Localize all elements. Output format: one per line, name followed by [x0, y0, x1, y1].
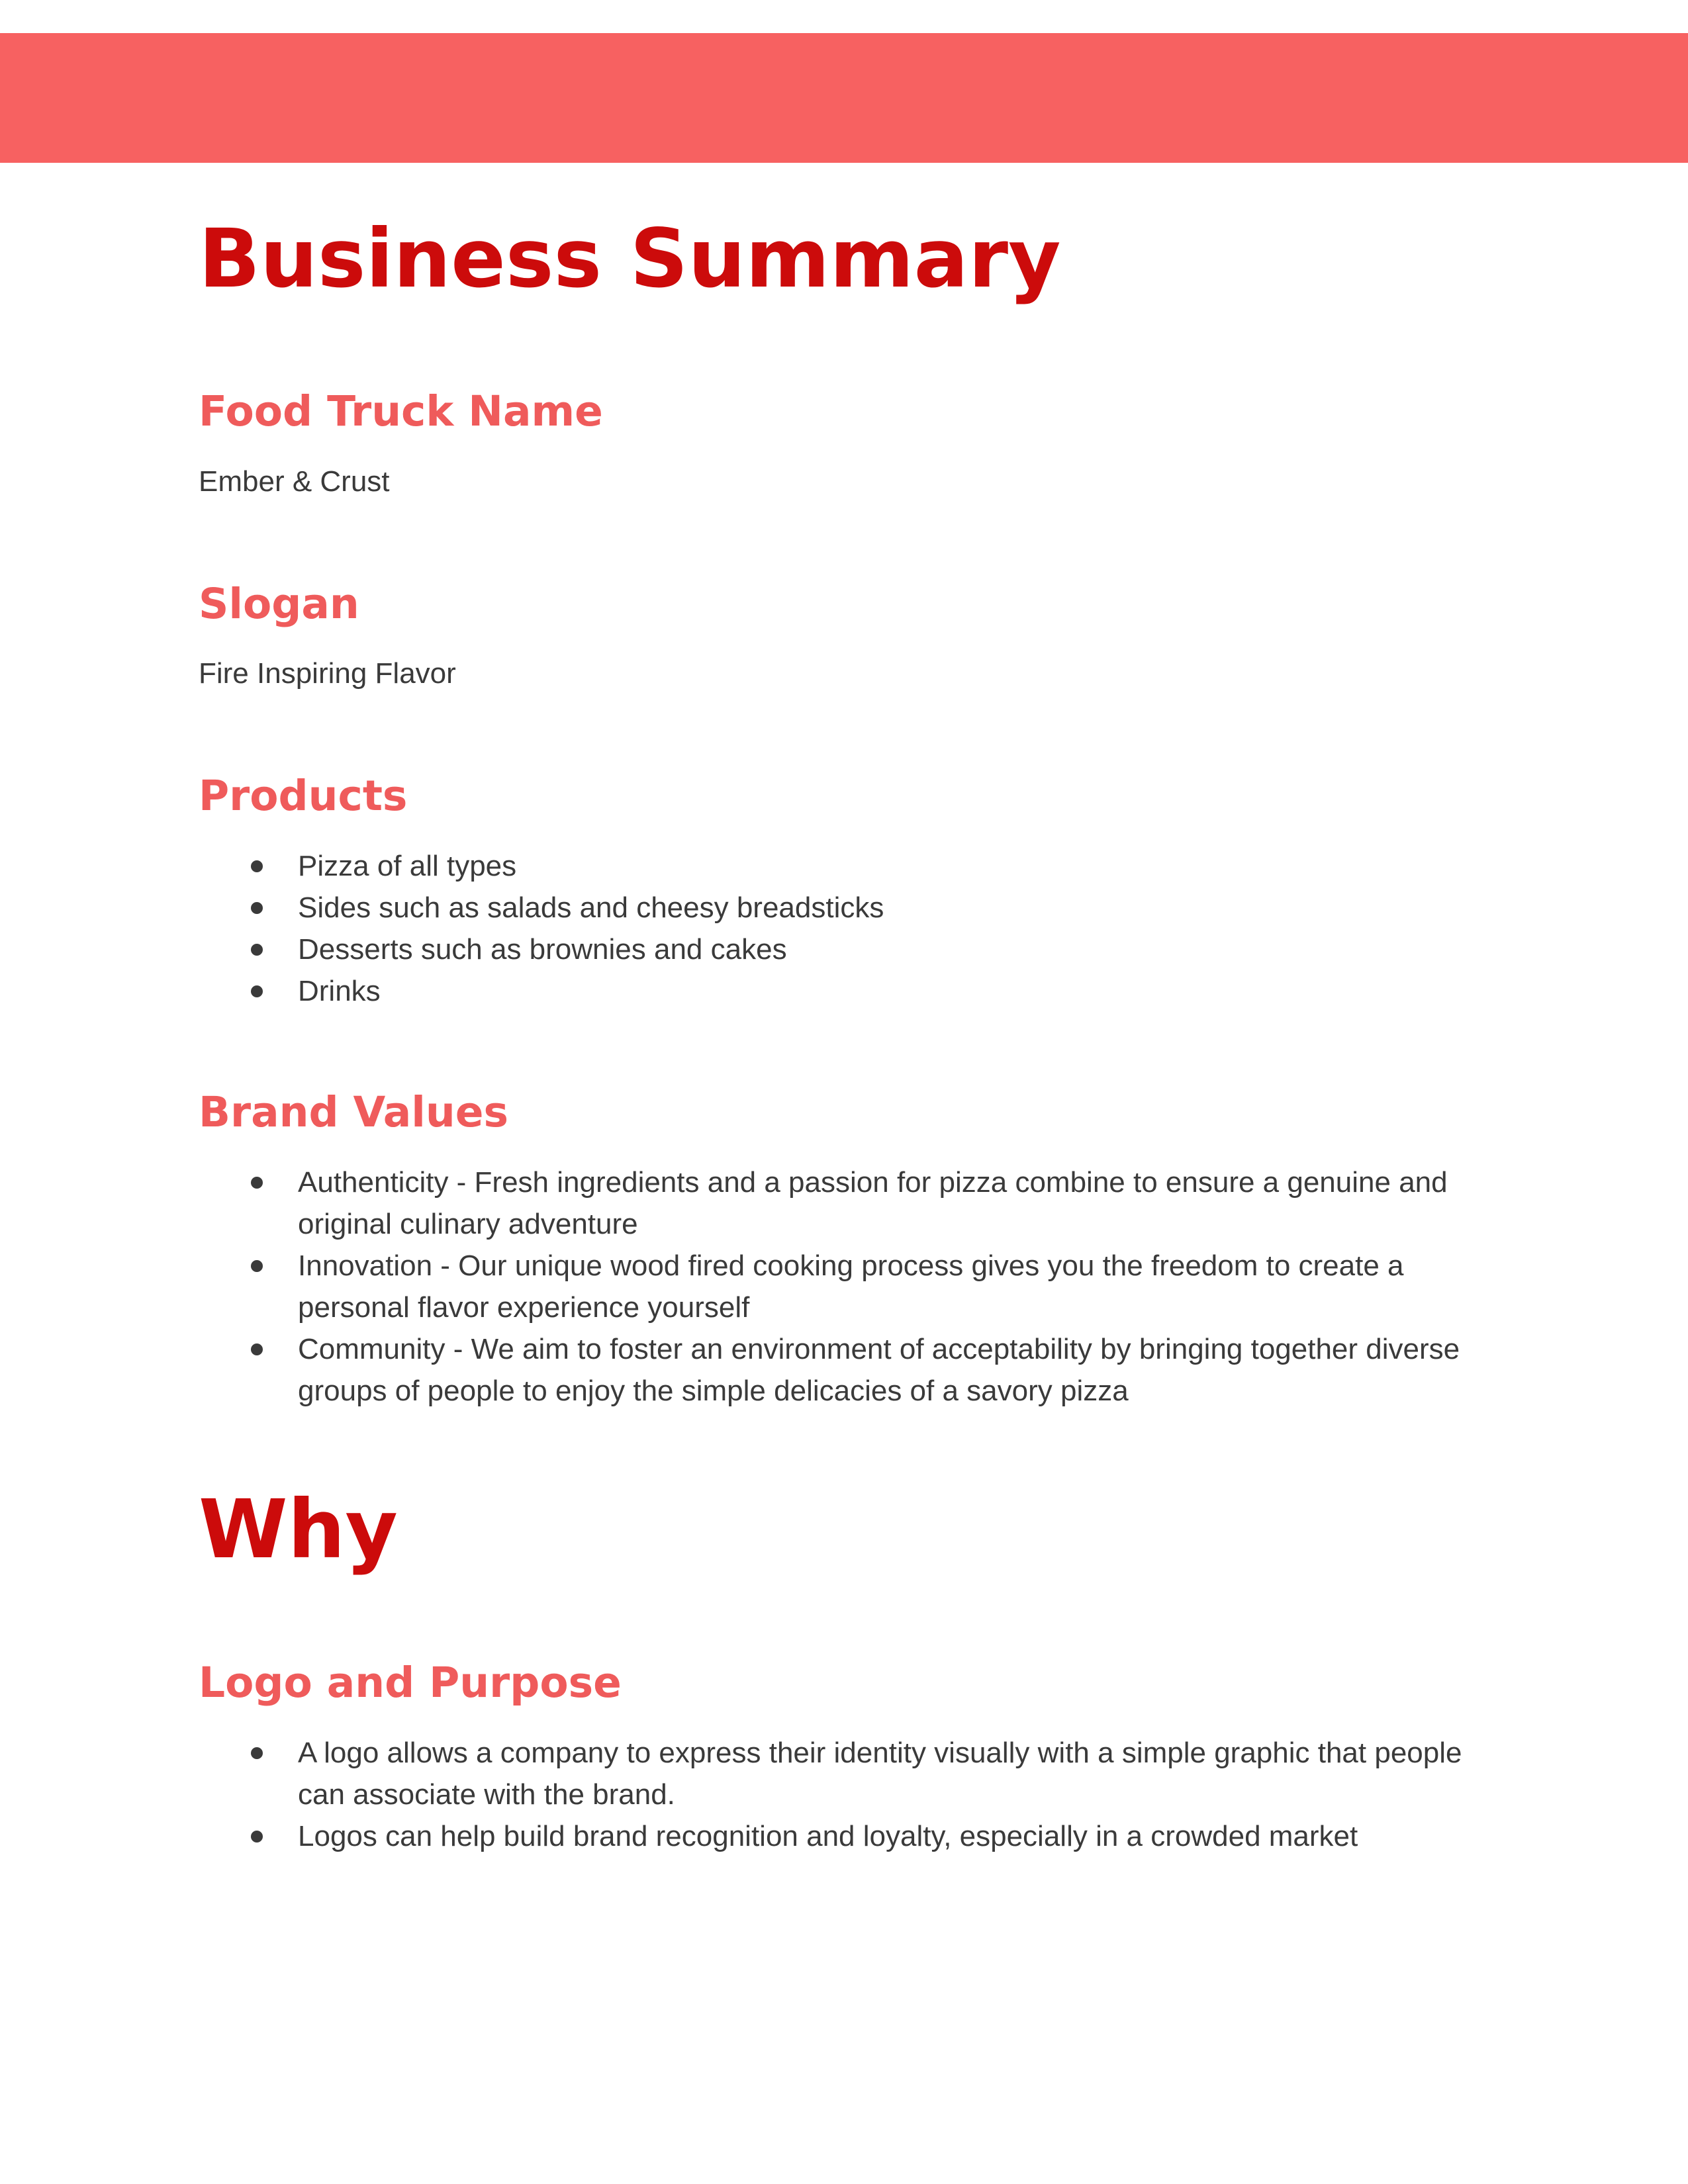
- list-item: [199, 1815, 1503, 1857]
- bullet-icon: [251, 1177, 263, 1189]
- bullet-icon: [251, 860, 263, 872]
- list-item-text: Logos can help build brand recognition and loyalty, especially in a crowded market: [298, 1820, 1358, 1852]
- list-item: [199, 1161, 1503, 1245]
- brand-values-list: [199, 1161, 1516, 1412]
- bullet-icon: [251, 1831, 263, 1843]
- list-item-text: Drinks: [298, 975, 381, 1007]
- products-heading: Products: [199, 772, 408, 820]
- bullet-icon: [251, 1343, 263, 1355]
- bullet-icon: [251, 985, 263, 997]
- list-item-text: Authenticity - Fresh ingredients and a passion for pizza combine to ensure a genuine and original culinary adventure: [298, 1166, 1448, 1240]
- list-item: [199, 1732, 1503, 1815]
- bullet-icon: [251, 1260, 263, 1272]
- page-title: Business Summary: [199, 212, 1061, 306]
- list-item-text: Innovation - Our unique wood fired cooking process gives you the freedom to create a personal flavor experience yourself: [298, 1250, 1404, 1324]
- list-item: [199, 845, 1503, 887]
- why-title: Why: [199, 1482, 398, 1576]
- list-item: [199, 1245, 1503, 1328]
- brand-values-heading: Brand Values: [199, 1088, 508, 1136]
- list-item-text: Sides such as salads and cheesy breadsticks: [298, 891, 884, 924]
- logo-and-purpose-list: [199, 1732, 1516, 1857]
- list-item: [199, 929, 1503, 970]
- list-item: [199, 1328, 1503, 1412]
- list-item-text: Pizza of all types: [298, 850, 517, 882]
- logo-and-purpose-heading: Logo and Purpose: [199, 1659, 622, 1707]
- header-band: [0, 33, 1688, 163]
- list-item-text: Community - We aim to foster an environment of acceptability by bringing together diverse groups of people to enjoy the simple delicacies of a savory pizza: [298, 1333, 1460, 1407]
- bullet-icon: [251, 902, 263, 914]
- food-truck-name-heading: Food Truck Name: [199, 387, 603, 435]
- products-list: [199, 845, 1516, 1012]
- bullet-icon: [251, 1747, 263, 1759]
- bullet-icon: [251, 944, 263, 956]
- food-truck-name-value: Ember & Crust: [199, 465, 390, 498]
- list-item: [199, 887, 1503, 929]
- slogan-value: Fire Inspiring Flavor: [199, 657, 456, 690]
- list-item: [199, 970, 1503, 1012]
- list-item-text: A logo allows a company to express their identity visually with a simple graphic that people can associate with the brand.: [298, 1737, 1462, 1811]
- list-item-text: Desserts such as brownies and cakes: [298, 933, 787, 966]
- slogan-heading: Slogan: [199, 580, 359, 628]
